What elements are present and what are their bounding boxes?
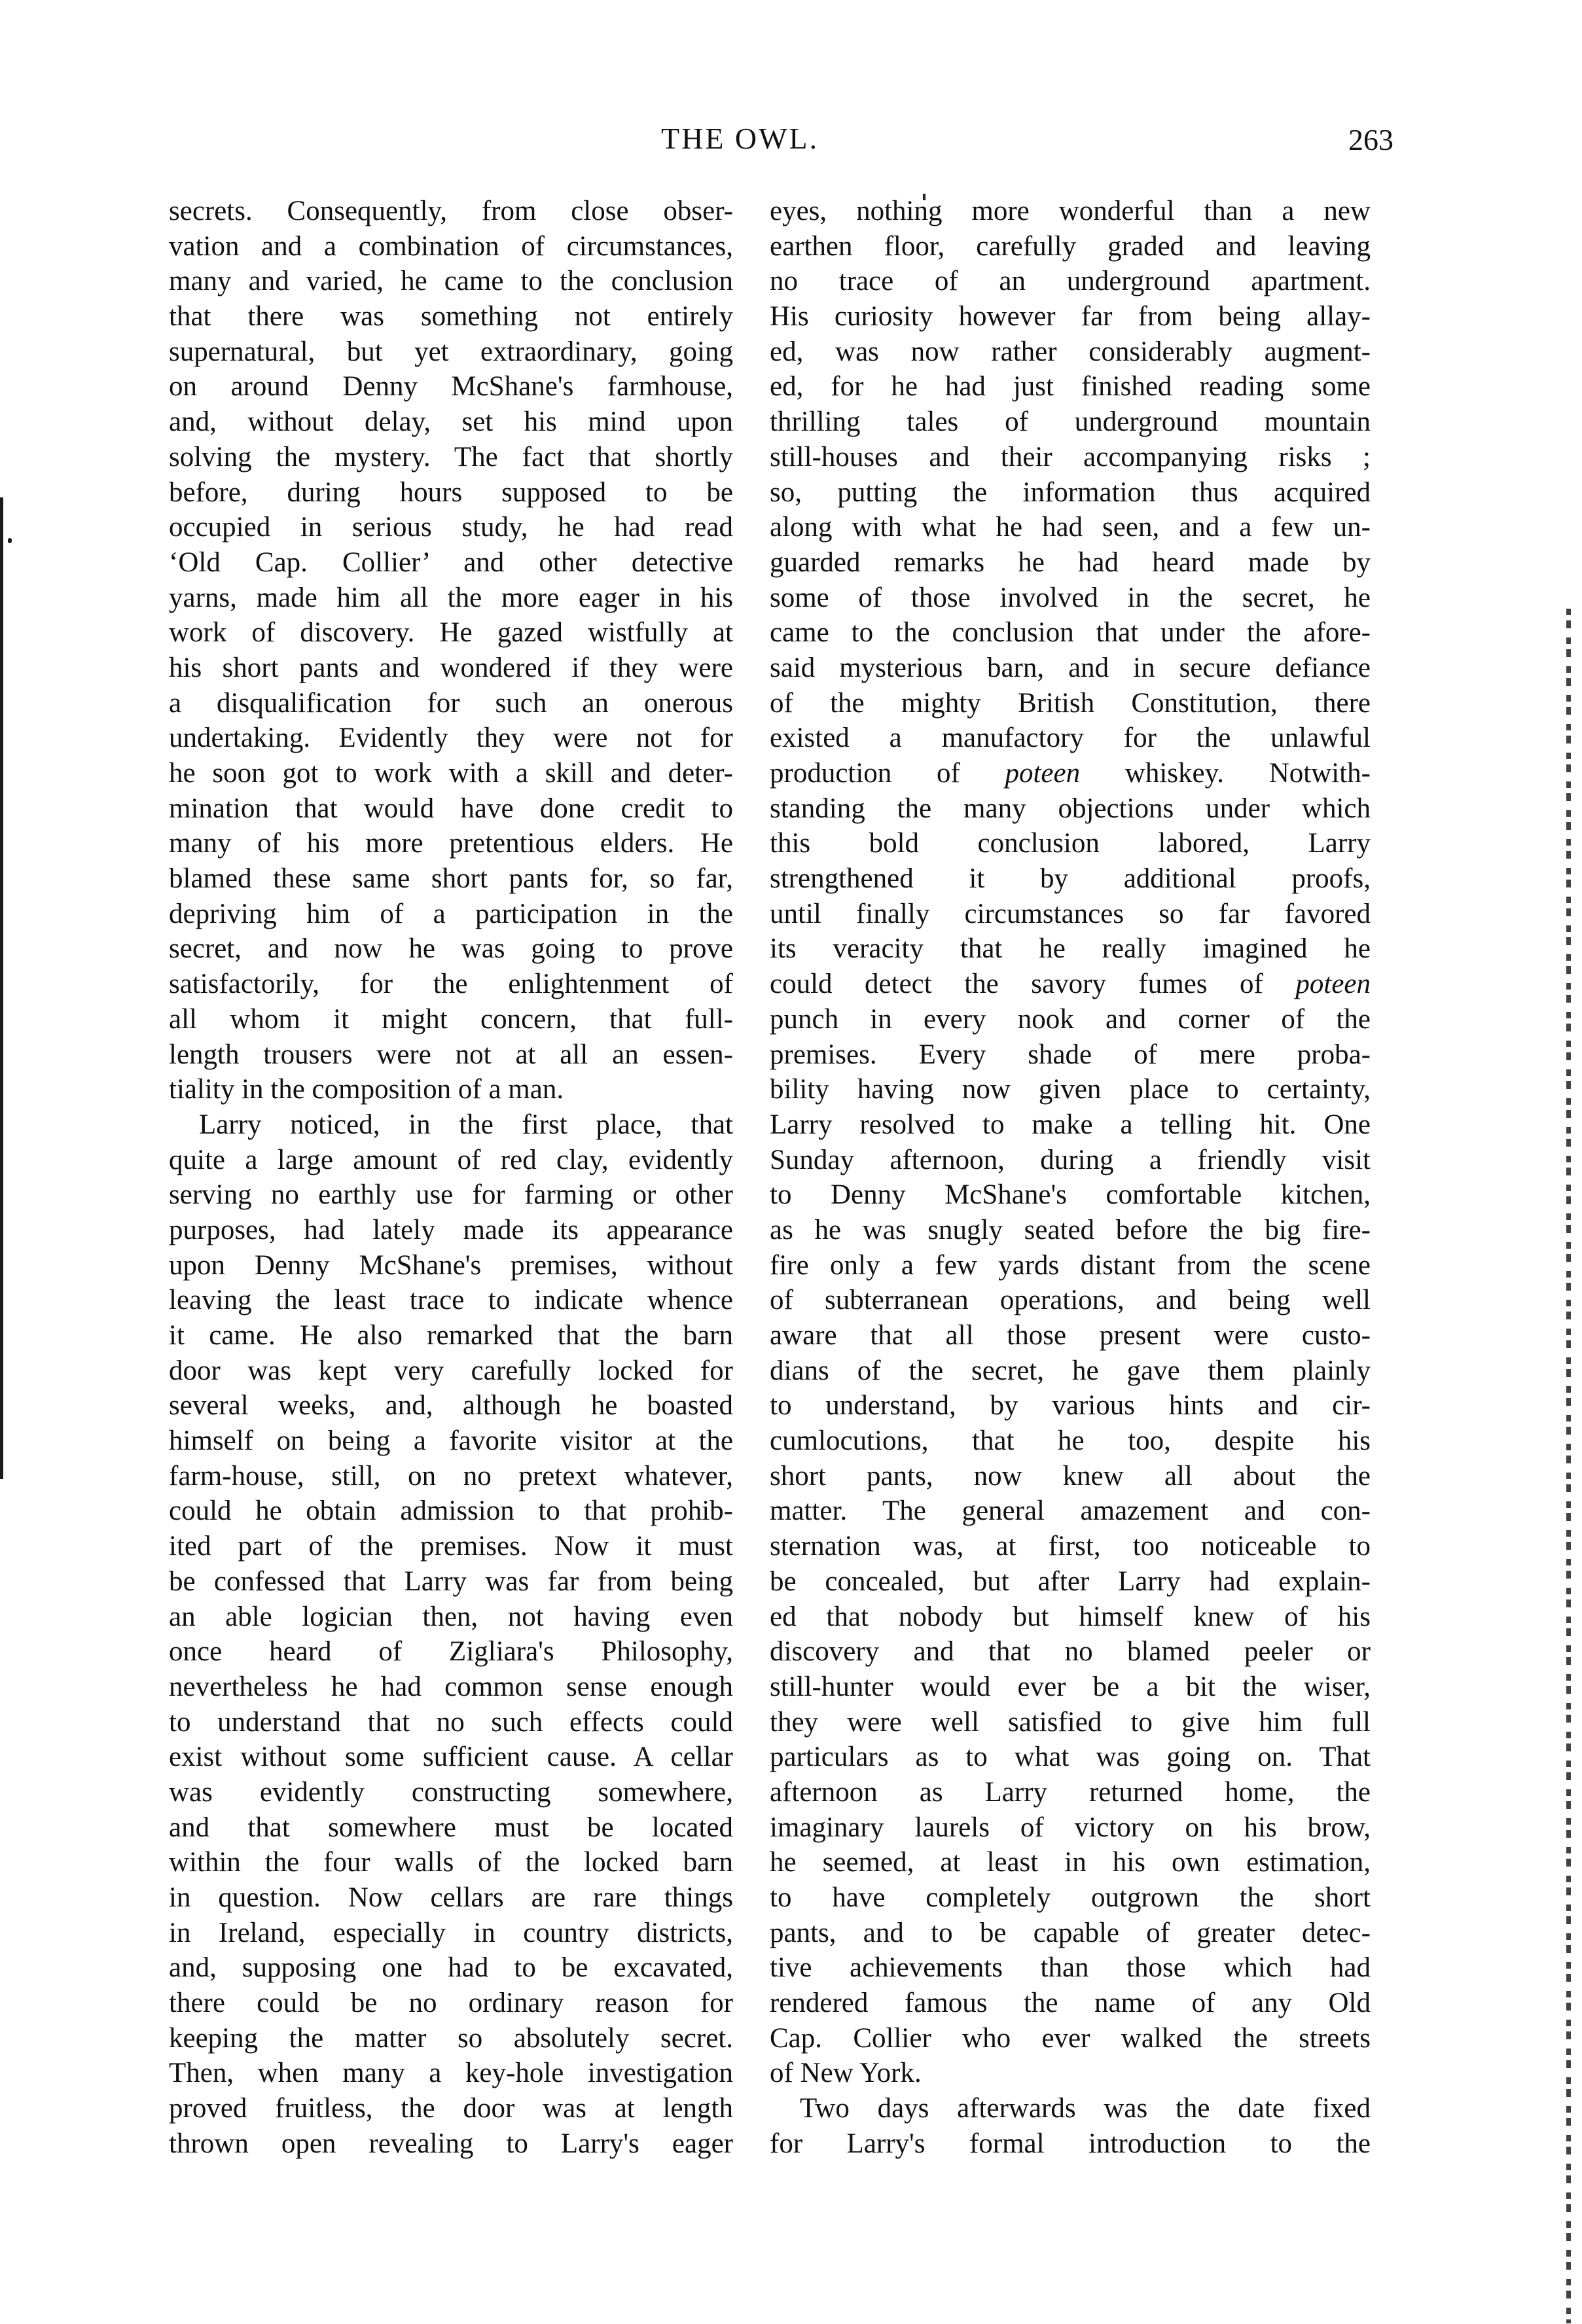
text-line: they were well satisfied to give him full xyxy=(770,1706,1371,1738)
text-line: tiality in the composition of a man. xyxy=(169,1074,564,1105)
text-line: satisfactorily, for the enlightenment of xyxy=(169,969,733,1000)
text-line: existed a manufactory for the unlawful xyxy=(770,723,1371,754)
text-line: once heard of Zigliara's Philosophy, xyxy=(169,1636,733,1668)
text-line: dians of the secret, he gave them plainly xyxy=(770,1355,1371,1386)
text-line: cumlocutions, that he too, despite his xyxy=(770,1425,1371,1457)
text-line: no trace of an underground apartment. xyxy=(770,266,1371,297)
text-line: punch in every nook and corner of the xyxy=(770,1003,1371,1035)
text-line: within the four walls of the locked barn xyxy=(169,1847,733,1878)
text-line: work of discovery. He gazed wistfully at xyxy=(169,617,733,649)
text-line: there could be no ordinary reason for xyxy=(169,1988,733,2019)
text-line: aware that all those present were custo- xyxy=(770,1320,1371,1351)
text-line: solving the mystery. The fact that shortly xyxy=(169,441,733,473)
text-line xyxy=(770,967,1371,1002)
text-line: yarns, made him all the more eager in his xyxy=(169,582,733,613)
text-line: Then, when many a key-hole investigation xyxy=(169,2058,733,2089)
text-line: Larry noticed, in the first place, that xyxy=(199,1109,733,1140)
text-line: undertaking. Evidently they were not for xyxy=(169,723,733,754)
text-line: thrilling tales of underground mountain xyxy=(770,406,1371,438)
text-line: occupied in serious study, he had read xyxy=(169,512,733,543)
text-line: guarded remarks he had heard made by xyxy=(770,546,1371,578)
text-line: discovery and that no blamed peeler or xyxy=(770,1636,1371,1668)
text-line: and that somewhere must be located xyxy=(169,1812,733,1843)
text-line: could he obtain admission to that prohib- xyxy=(169,1495,733,1527)
text-line: length trousers were not at all an essen- xyxy=(169,1039,733,1070)
text-line: proved fruitless, the door was at length xyxy=(169,2093,733,2124)
text-line: particulars as to what was going on. That xyxy=(770,1742,1371,1773)
text-line: fire only a few yards distant from the scene xyxy=(770,1249,1371,1281)
text-line: matter. The general amazement and con- xyxy=(770,1495,1371,1527)
text-line: eyes, nothing more wonderful than a new xyxy=(770,196,1371,226)
text-line: and, supposing one had to be excavated, xyxy=(169,1952,733,1984)
text-line: he soon got to work with a skill and deter- xyxy=(169,758,733,789)
text-line: before, during hours supposed to be xyxy=(169,476,733,508)
text-line: Two days afterwards was the date fixed xyxy=(800,2093,1371,2124)
text-line: a disqualification for such an onerous xyxy=(169,687,733,719)
scan-speck xyxy=(8,538,12,543)
text-line: that there was something not entirely xyxy=(169,301,733,332)
text-line: its veracity that he really imagined he xyxy=(770,933,1371,965)
text-line: quite a large amount of red clay, evidently xyxy=(169,1144,733,1175)
text-line: of subterranean operations, and being well xyxy=(770,1285,1371,1316)
text-line: his short pants and wondered if they were xyxy=(169,652,733,683)
text-line: mination that would have done credit to xyxy=(169,793,733,824)
text-line: all whom it might concern, that full- xyxy=(169,1003,733,1035)
text-line: said mysterious barn, and in secure defiance xyxy=(770,652,1371,683)
text-line: still-houses and their accompanying risks ; xyxy=(770,441,1371,473)
text-line: earthen floor, carefully graded and leaving xyxy=(770,230,1371,262)
text-line: ited part of the premises. Now it must xyxy=(169,1531,733,1562)
text-line: along with what he had seen, and a few un- xyxy=(770,512,1371,543)
text-line: secrets. Consequently, from close obser- xyxy=(169,196,733,226)
text-line: purposes, had lately made its appearance xyxy=(169,1214,733,1245)
text-line: himself on being a favorite visitor at the xyxy=(169,1425,733,1457)
text-line: be confessed that Larry was far from being xyxy=(169,1565,733,1597)
running-head xyxy=(0,119,1582,158)
journal-title: THE OWL. xyxy=(661,122,819,155)
text-line: in Ireland, especially in country districts, xyxy=(169,1917,733,1948)
text-span: whiskey. Notwith- xyxy=(1080,758,1371,789)
text-line: this bold conclusion labored, Larry xyxy=(770,828,1371,859)
text-line: he seemed, at least in his own estimation, xyxy=(770,1847,1371,1878)
text-line: came to the conclusion that under the afore- xyxy=(770,617,1371,649)
text-line: Sunday afternoon, during a friendly visit xyxy=(770,1144,1371,1175)
text-line: an able logician then, not having even xyxy=(169,1601,733,1632)
text-line: so, putting the information thus acquired xyxy=(770,476,1371,508)
text-line: of the mighty British Constitution, there xyxy=(770,687,1371,719)
text-line: on around Denny McShane's farmhouse, xyxy=(169,371,733,402)
text-line: door was kept very carefully locked for xyxy=(169,1355,733,1386)
text-line: in question. Now cellars are rare things xyxy=(169,1882,733,1913)
text-line: serving no earthly use for farming or other xyxy=(169,1179,733,1211)
text-line: farm-house, still, on no pretext whatever, xyxy=(169,1460,733,1492)
text-line: vation and a combination of circumstances, xyxy=(169,230,733,262)
page-number: 263 xyxy=(1348,123,1393,156)
text-span: production of xyxy=(770,758,1005,789)
text-span: could detect the savory fumes of xyxy=(770,969,1296,1000)
text-line: sternation was, at first, too noticeable to xyxy=(770,1531,1371,1562)
text-line: imaginary laurels of victory on his brow, xyxy=(770,1812,1371,1843)
text-line: to have completely outgrown the short xyxy=(770,1882,1371,1913)
text-line: was evidently constructing somewhere, xyxy=(169,1776,733,1808)
text-line: to understand that no such effects could xyxy=(169,1706,733,1738)
text-line: keeping the matter so absolutely secret. xyxy=(169,2022,733,2054)
text-line: some of those involved in the secret, he xyxy=(770,582,1371,613)
text-line: it came. He also remarked that the barn xyxy=(169,1320,733,1351)
text-line: until finally circumstances so far favored xyxy=(770,898,1371,929)
text-line: ed, for he had just finished reading some xyxy=(770,371,1371,402)
binding-edge-right xyxy=(1566,609,1571,2323)
text-line: to understand, by various hints and cir- xyxy=(770,1390,1371,1421)
text-line: rendered famous the name of any Old xyxy=(770,1988,1371,2019)
text-line: premises. Every shade of mere proba- xyxy=(770,1039,1371,1070)
text-line: nevertheless he had common sense enough xyxy=(169,1671,733,1702)
text-line: Larry resolved to make a telling hit. One xyxy=(770,1109,1371,1140)
text-line: to Denny McShane's comfortable kitchen, xyxy=(770,1179,1371,1211)
text-line: standing the many objections under which xyxy=(770,793,1371,824)
italic-term: poteen xyxy=(1295,969,1371,1000)
text-line: His curiosity however far from being allay- xyxy=(770,301,1371,332)
text-line: many of his more pretentious elders. He xyxy=(169,828,733,859)
text-line: Cap. Collier who ever walked the streets xyxy=(770,2022,1371,2054)
text-line: ed, was now rather considerably augment- xyxy=(770,336,1371,367)
text-line: blamed these same short pants for, so far, xyxy=(169,863,733,895)
text-line: depriving him of a participation in the xyxy=(169,898,733,929)
text-line: upon Denny McShane's premises, without xyxy=(169,1249,733,1281)
text-line: leaving the least trace to indicate whence xyxy=(169,1285,733,1316)
text-line: many and varied, he came to the conclusion xyxy=(169,266,733,297)
text-column-left xyxy=(169,194,733,2162)
text-line: bility having now given place to certainty, xyxy=(770,1074,1371,1105)
text-line: thrown open revealing to Larry's eager xyxy=(169,2128,733,2159)
text-line: and, without delay, set his mind upon xyxy=(169,406,733,438)
text-line: afternoon as Larry returned home, the xyxy=(770,1776,1371,1808)
text-line: ed that nobody but himself knew of his xyxy=(770,1601,1371,1632)
text-line: for Larry's formal introduction to the xyxy=(770,2128,1371,2159)
binding-edge-left xyxy=(0,497,3,1479)
text-line: tive achievements than those which had xyxy=(770,1952,1371,1984)
text-line: be concealed, but after Larry had explain- xyxy=(770,1565,1371,1597)
text-line: exist without some sufficient cause. A cellar xyxy=(169,1742,733,1773)
text-line: short pants, now knew all about the xyxy=(770,1460,1371,1492)
text-line: still-hunter would ever be a bit the wiser, xyxy=(770,1671,1371,1702)
text-line: several weeks, and, although he boasted xyxy=(169,1390,733,1421)
text-line xyxy=(770,756,1371,791)
text-line: of New York. xyxy=(770,2058,922,2089)
text-line: secret, and now he was going to prove xyxy=(169,933,733,965)
text-line: strengthened it by additional proofs, xyxy=(770,863,1371,895)
text-line: as he was snugly seated before the big fire- xyxy=(770,1214,1371,1245)
text-line: pants, and to be capable of greater detec- xyxy=(770,1917,1371,1948)
text-line: supernatural, but yet extraordinary, going xyxy=(169,336,733,367)
text-column-right xyxy=(770,194,1371,2162)
italic-term: poteen xyxy=(1005,758,1081,789)
text-line: ‘Old Cap. Collier’ and other detective xyxy=(169,546,733,578)
